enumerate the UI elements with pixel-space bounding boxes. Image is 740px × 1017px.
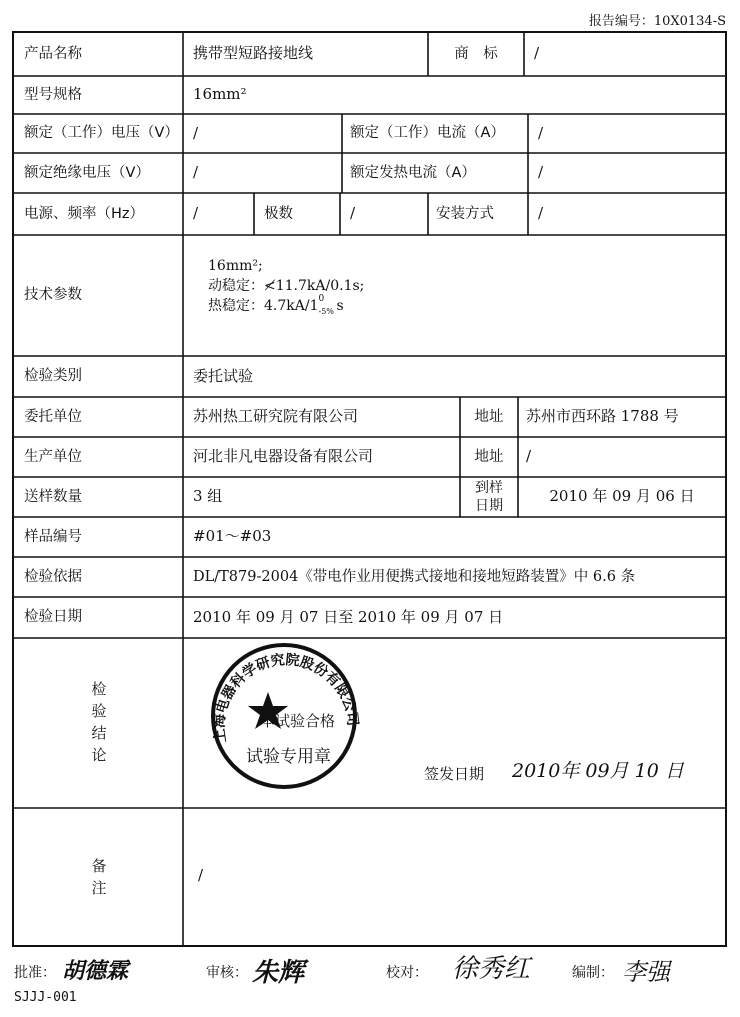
- report-number: 报告编号：10X0134-S: [588, 14, 726, 29]
- conclusion-char-3: 结: [91, 724, 107, 742]
- poles-value: /: [350, 204, 356, 223]
- power-frequency-value: /: [193, 204, 199, 223]
- model-value: 16mm²: [193, 85, 247, 104]
- review-label: 审核：: [206, 965, 248, 981]
- sample-no-value: #01～#03: [193, 527, 272, 546]
- approve-signature: 胡德霖: [62, 958, 129, 984]
- sample-count-value: 3 组: [193, 487, 223, 506]
- test-type-value: 委托试验: [193, 366, 254, 385]
- conclusion-label: [84, 678, 114, 766]
- rated-current-label: 额定（工作）电流（A）: [350, 125, 505, 142]
- install-value: /: [538, 204, 544, 223]
- producer-value: 河北非凡电器设备有限公司: [193, 447, 374, 466]
- test-date-label: 检验日期: [24, 609, 82, 626]
- model-label: 型号规格: [24, 86, 82, 103]
- seal-ring-text: 上海电器科学研究院股份有限公司: [211, 652, 361, 744]
- compile-label: 编制：: [572, 965, 614, 981]
- tech-thermal-sub: -5%: [318, 307, 334, 316]
- issue-date-value: 2010年 09月 10 日: [512, 760, 684, 782]
- tech-line-thermal: [208, 296, 364, 316]
- arrival-date-label: [460, 479, 518, 515]
- rated-current-value: /: [538, 123, 544, 142]
- client-address-value: 苏州市西环路 1788 号: [526, 407, 679, 426]
- test-basis-value: DL/T879-2004《带电作业用便携式接地和接地短路装置》中 6.6 条: [193, 568, 636, 585]
- issue-date-label: 签发日期: [424, 765, 485, 783]
- remarks-char-2: 注: [91, 879, 107, 897]
- tech-thermal-suffix: s: [336, 298, 344, 314]
- test-date-value: 2010 年 09 月 07 日至 2010 年 09 月 07 日: [193, 607, 504, 626]
- heat-current-label: 额定发热电流（A）: [350, 164, 476, 181]
- product-name-value: 携带型短路接地线: [193, 44, 314, 63]
- check-signature: 徐秀红: [452, 954, 531, 984]
- review-signature: 朱辉: [252, 958, 305, 988]
- insulation-voltage-value: /: [193, 163, 199, 182]
- tech-thermal-sup: 0: [318, 294, 325, 304]
- install-label: 安装方式: [436, 205, 494, 222]
- arrival-label-line1: 到样: [475, 480, 503, 496]
- sample-no-label: 样品编号: [24, 528, 82, 545]
- test-type-label: 检验类别: [24, 368, 82, 385]
- sample-count-label: 送样数量: [24, 488, 82, 505]
- seal-bottom-text: 试验专用章: [246, 747, 331, 767]
- test-basis-label: 检验依据: [24, 568, 82, 585]
- heat-current-value: /: [538, 163, 544, 182]
- rated-voltage-label: 额定（工作）电压（V）: [24, 125, 179, 142]
- conclusion-char-1: 检: [91, 680, 107, 698]
- producer-address-value: /: [526, 447, 532, 466]
- insulation-voltage-label: 额定绝缘电压（V）: [24, 164, 150, 181]
- trademark-value: /: [534, 44, 540, 63]
- tech-params-block: [208, 256, 364, 316]
- compile-signature: 李强: [622, 958, 670, 986]
- rated-voltage-value: /: [193, 123, 199, 142]
- official-seal-stamp: [198, 640, 368, 790]
- remarks-value: /: [198, 866, 204, 884]
- tech-line-dynamic: 动稳定：≮11.7kA/0.1s;: [208, 278, 365, 294]
- tech-params-label: 技术参数: [24, 287, 82, 304]
- client-label: 委托单位: [24, 408, 82, 425]
- trademark-label: 商 标: [454, 45, 498, 62]
- product-name-label: 产品名称: [24, 45, 82, 62]
- form-code: SJJJ-001: [14, 990, 77, 1005]
- check-label: 校对：: [386, 965, 428, 981]
- arrival-date-value: 2010 年 09 月 06 日: [549, 487, 695, 506]
- tech-thermal-prefix: 热稳定：4.7kA/1: [208, 298, 319, 314]
- tech-line-spec: 16mm²;: [208, 258, 263, 274]
- seal-pass-text: 本试验合格: [260, 712, 336, 730]
- conclusion-char-2: 验: [91, 702, 107, 720]
- approve-label: 批准：: [14, 965, 56, 981]
- power-frequency-label: 电源、频率（Hz）: [24, 205, 145, 222]
- producer-address-label: 地址: [474, 448, 504, 465]
- remarks-char-1: 备: [91, 857, 107, 875]
- client-value: 苏州热工研究院有限公司: [193, 407, 359, 426]
- arrival-label-line2: 日期: [475, 498, 503, 514]
- poles-label: 极数: [264, 205, 293, 222]
- remarks-label: [84, 855, 114, 899]
- conclusion-char-4: 论: [91, 746, 107, 764]
- client-address-label: 地址: [474, 408, 504, 425]
- producer-label: 生产单位: [24, 448, 82, 465]
